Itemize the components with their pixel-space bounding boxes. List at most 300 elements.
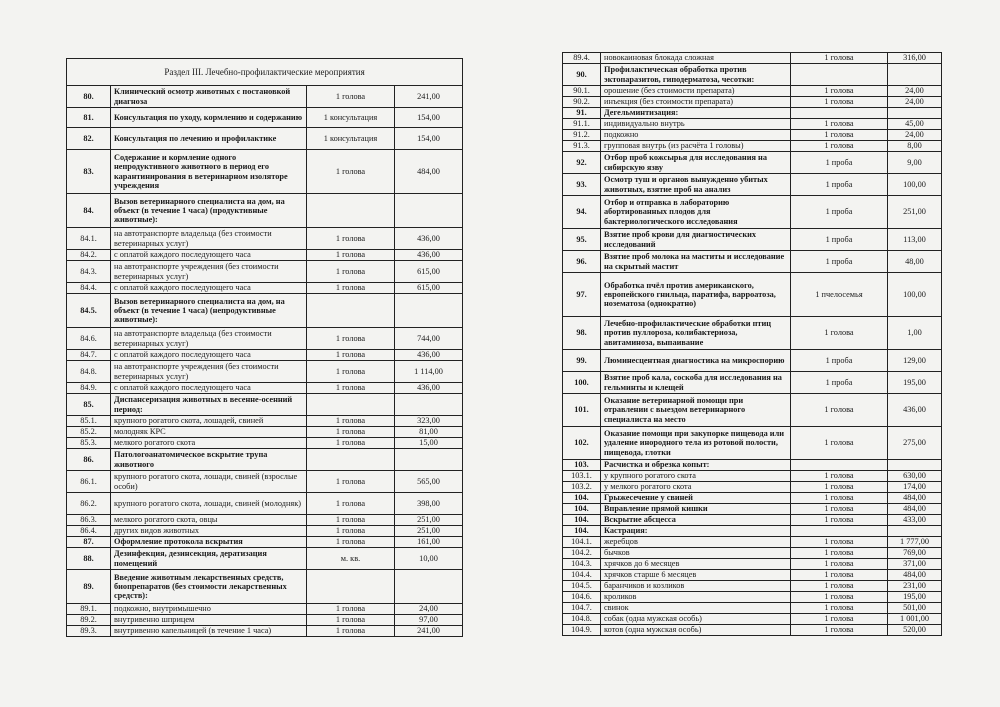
table-row [563, 548, 942, 559]
service-name: подкожно [601, 130, 791, 141]
unit-of-measure: 1 голова [791, 482, 888, 493]
table-row [563, 592, 942, 603]
unit-of-measure: 1 проба [791, 229, 888, 251]
price-value: 1 777,00 [888, 537, 942, 548]
unit-of-measure [307, 294, 395, 328]
table-row [67, 250, 463, 261]
price-value: 154,00 [395, 128, 463, 150]
row-number: 104.4. [563, 570, 601, 581]
table-row [563, 130, 942, 141]
table-row [67, 526, 463, 537]
price-value: 24,00 [888, 97, 942, 108]
unit-of-measure: 1 проба [791, 251, 888, 273]
row-number: 104. [563, 526, 601, 537]
unit-of-measure: 1 консультация [307, 128, 395, 150]
row-number: 89.2. [67, 615, 111, 626]
price-value: 630,00 [888, 471, 942, 482]
table-row [67, 438, 463, 449]
service-name: котов (одна мужская особь) [601, 625, 791, 636]
row-number: 89.3. [67, 626, 111, 637]
table-row [67, 427, 463, 438]
service-name: хрячков до 6 месяцев [601, 559, 791, 570]
service-name: Взятие проб кала, соскоба для исследования на гельминты и клещей [601, 372, 791, 394]
service-name: кроликов [601, 592, 791, 603]
service-name: Содержание и кормление одного непродуктивного животного в период его карантинирования в ветеринарном изоляторе учреждения [111, 150, 307, 194]
row-number: 97. [563, 273, 601, 317]
table-row [563, 570, 942, 581]
table-row [67, 350, 463, 361]
price-value: 113,00 [888, 229, 942, 251]
unit-of-measure: 1 голова [791, 603, 888, 614]
price-value: 129,00 [888, 350, 942, 372]
table-row [67, 570, 463, 604]
service-name: Оказание помощи при закупорке пищевода или удаление инородного тела из ротовой полости, пищевода, глотки [601, 427, 791, 460]
row-number: 104.8. [563, 614, 601, 625]
row-number: 104. [563, 504, 601, 515]
unit-of-measure: 1 голова [791, 141, 888, 152]
row-number: 84.2. [67, 250, 111, 261]
price-value: 520,00 [888, 625, 942, 636]
unit-of-measure: 1 голова [307, 615, 395, 626]
row-number: 85.1. [67, 416, 111, 427]
unit-of-measure [307, 449, 395, 471]
unit-of-measure: 1 голова [791, 537, 888, 548]
table-row [563, 427, 942, 460]
unit-of-measure: 1 голова [307, 427, 395, 438]
service-name: других видов животных [111, 526, 307, 537]
unit-of-measure [307, 570, 395, 604]
row-number: 86.3. [67, 515, 111, 526]
unit-of-measure: 1 голова [791, 515, 888, 526]
service-name: Кастрация: [601, 526, 791, 537]
price-value: 154,00 [395, 108, 463, 128]
unit-of-measure: 1 голова [307, 626, 395, 637]
table-row [67, 108, 463, 128]
unit-of-measure: 1 голова [307, 438, 395, 449]
service-name: Взятие проб крови для диагностических исследований [601, 229, 791, 251]
service-name: Дегельминтизация: [601, 108, 791, 119]
table-row [563, 504, 942, 515]
service-name: на автотранспорте учреждения (без стоимости ветеринарных услуг) [111, 261, 307, 283]
price-value: 24,00 [888, 130, 942, 141]
price-value: 251,00 [888, 196, 942, 229]
service-name: Обработка пчёл против американского, европейского гнильца, паратифа, варроатоза, нозематоза (однократно) [601, 273, 791, 317]
table-row [67, 615, 463, 626]
table-row [67, 150, 463, 194]
row-number: 96. [563, 251, 601, 273]
unit-of-measure [307, 394, 395, 416]
price-value: 24,00 [395, 604, 463, 615]
unit-of-measure: 1 голова [307, 471, 395, 493]
price-value: 433,00 [888, 515, 942, 526]
price-value: 161,00 [395, 537, 463, 548]
price-value: 565,00 [395, 471, 463, 493]
row-number: 104.2. [563, 548, 601, 559]
service-name: крупного рогатого скота, лошади, свиней (взрослые особи) [111, 471, 307, 493]
service-name: Введение животным лекарственных средств, биопрепаратов (без стоимости лекарственных средств): [111, 570, 307, 604]
unit-of-measure: 1 голова [791, 614, 888, 625]
unit-of-measure: 1 голова [791, 130, 888, 141]
price-value: 195,00 [888, 372, 942, 394]
row-number: 81. [67, 108, 111, 128]
row-number: 91.2. [563, 130, 601, 141]
unit-of-measure: 1 голова [307, 537, 395, 548]
table-row [67, 228, 463, 250]
unit-of-measure: 1 голова [791, 119, 888, 130]
table-row [563, 97, 942, 108]
price-value: 97,00 [395, 615, 463, 626]
price-value [888, 526, 942, 537]
row-number: 86. [67, 449, 111, 471]
table-row [563, 537, 942, 548]
price-value: 744,00 [395, 328, 463, 350]
table-row [563, 493, 942, 504]
service-name: Вызов ветеринарного специалиста на дом, на объект (в течение 1 часа) (непродуктивные животные): [111, 294, 307, 328]
row-number: 84.1. [67, 228, 111, 250]
row-number: 93. [563, 174, 601, 196]
service-name: Профилактическая обработка против эктопаразитов, гиподерматоза, чесотки: [601, 64, 791, 86]
table-row [563, 625, 942, 636]
row-number: 104.1. [563, 537, 601, 548]
table-row [563, 251, 942, 273]
service-name: Вскрытие абсцесса [601, 515, 791, 526]
price-value: 1,00 [888, 317, 942, 350]
service-name: на автотранспорте владельца (без стоимости ветеринарных услуг) [111, 228, 307, 250]
service-name: молодняк КРС [111, 427, 307, 438]
price-value [888, 460, 942, 471]
table-row [67, 283, 463, 294]
service-name: хрячков старше 6 месяцев [601, 570, 791, 581]
row-number: 90.2. [563, 97, 601, 108]
unit-of-measure: 1 голова [791, 493, 888, 504]
table-row [563, 152, 942, 174]
row-number: 85.2. [67, 427, 111, 438]
table-row [67, 328, 463, 350]
price-value: 9,00 [888, 152, 942, 174]
unit-of-measure: 1 проба [791, 196, 888, 229]
table-row [67, 604, 463, 615]
price-value: 251,00 [395, 515, 463, 526]
row-number: 87. [67, 537, 111, 548]
table-row [563, 559, 942, 570]
row-number: 104. [563, 515, 601, 526]
row-number: 84.4. [67, 283, 111, 294]
unit-of-measure: 1 голова [791, 570, 888, 581]
price-value [395, 394, 463, 416]
price-value: 195,00 [888, 592, 942, 603]
unit-of-measure: 1 голова [307, 228, 395, 250]
service-name: Вправление прямой кишки [601, 504, 791, 515]
table-row [563, 273, 942, 317]
row-number: 90. [563, 64, 601, 86]
table-row [563, 229, 942, 251]
service-name: Лечебно-профилактические обработки птиц против пуллороза, колибактериоза, авитаминоза, выпаивание [601, 317, 791, 350]
row-number: 101. [563, 394, 601, 427]
price-value: 275,00 [888, 427, 942, 460]
unit-of-measure: 1 голова [791, 548, 888, 559]
price-table-right [562, 52, 942, 636]
unit-of-measure: 1 голова [307, 250, 395, 261]
service-name: свинок [601, 603, 791, 614]
price-value: 100,00 [888, 174, 942, 196]
table-row [67, 383, 463, 394]
service-name: Консультация по лечению и профилактике [111, 128, 307, 150]
service-name: Осмотр туш и органов вынужденно убитых животных, взятие проб на анализ [601, 174, 791, 196]
table-row [563, 350, 942, 372]
row-number: 84.5. [67, 294, 111, 328]
unit-of-measure: 1 голова [307, 515, 395, 526]
row-number: 84.9. [67, 383, 111, 394]
service-name: Расчистка и обрезка копыт: [601, 460, 791, 471]
price-value: 174,00 [888, 482, 942, 493]
unit-of-measure [791, 108, 888, 119]
row-number: 86.4. [67, 526, 111, 537]
service-name: инъекция (без стоимости препарата) [601, 97, 791, 108]
service-name: Оформление протокола вскрытия [111, 537, 307, 548]
unit-of-measure: 1 голова [307, 493, 395, 515]
unit-of-measure: 1 голова [307, 150, 395, 194]
price-value: 484,00 [888, 570, 942, 581]
row-number: 82. [67, 128, 111, 150]
price-value: 501,00 [888, 603, 942, 614]
table-row [563, 372, 942, 394]
table-row [67, 626, 463, 637]
unit-of-measure: 1 голова [307, 261, 395, 283]
row-number: 98. [563, 317, 601, 350]
service-name: на автотранспорте учреждения (без стоимости ветеринарных услуг) [111, 361, 307, 383]
table-row [563, 614, 942, 625]
row-number: 89.1. [67, 604, 111, 615]
table-row [563, 471, 942, 482]
service-name: у мелкого рогатого скота [601, 482, 791, 493]
table-row [67, 449, 463, 471]
service-name: мелкого рогатого скота [111, 438, 307, 449]
unit-of-measure: 1 голова [307, 416, 395, 427]
service-name: с оплатой каждого последующего часа [111, 383, 307, 394]
table-row [563, 108, 942, 119]
price-value: 436,00 [395, 383, 463, 394]
unit-of-measure: 1 голова [791, 471, 888, 482]
unit-of-measure: 1 голова [307, 604, 395, 615]
table-row [563, 581, 942, 592]
unit-of-measure: 1 голова [791, 394, 888, 427]
price-value: 484,00 [888, 504, 942, 515]
row-number: 84.3. [67, 261, 111, 283]
table-row [563, 141, 942, 152]
price-value: 436,00 [395, 250, 463, 261]
service-name: бычков [601, 548, 791, 559]
row-number: 84.7. [67, 350, 111, 361]
price-value: 45,00 [888, 119, 942, 130]
row-number: 104.7. [563, 603, 601, 614]
price-value: 1 001,00 [888, 614, 942, 625]
service-name: орошение (без стоимости препарата) [601, 86, 791, 97]
service-name: баранчиков и козликов [601, 581, 791, 592]
row-number: 92. [563, 152, 601, 174]
row-number: 89.4. [563, 53, 601, 64]
table-row [563, 460, 942, 471]
unit-of-measure: 1 голова [791, 581, 888, 592]
row-number: 104.3. [563, 559, 601, 570]
price-table-left [66, 58, 463, 637]
table-row [563, 53, 942, 64]
table-row [67, 86, 463, 108]
service-name: индивидуально внутрь [601, 119, 791, 130]
service-name: мелкого рогатого скота, овцы [111, 515, 307, 526]
price-value: 231,00 [888, 581, 942, 592]
price-value [888, 64, 942, 86]
row-number: 84.6. [67, 328, 111, 350]
row-number: 84. [67, 194, 111, 228]
section-title-row [67, 59, 463, 86]
unit-of-measure: 1 голова [791, 53, 888, 64]
price-value: 10,00 [395, 548, 463, 570]
service-name: Отбор проб кожсырья для исследования на сибирскую язву [601, 152, 791, 174]
price-value [888, 108, 942, 119]
unit-of-measure: 1 голова [791, 559, 888, 570]
row-number: 104.5. [563, 581, 601, 592]
unit-of-measure: 1 проба [791, 152, 888, 174]
unit-of-measure: м. кв. [307, 548, 395, 570]
table-row [563, 394, 942, 427]
price-value: 371,00 [888, 559, 942, 570]
table-row [67, 128, 463, 150]
table-row [563, 515, 942, 526]
row-number: 104.9. [563, 625, 601, 636]
service-name: собак (одна мужская особь) [601, 614, 791, 625]
row-number: 95. [563, 229, 601, 251]
row-number: 84.8. [67, 361, 111, 383]
service-name: с оплатой каждого последующего часа [111, 250, 307, 261]
service-name: Дезинфекция, дезинсекция, дератизация помещений [111, 548, 307, 570]
table-row [563, 86, 942, 97]
row-number: 80. [67, 86, 111, 108]
table-row [563, 482, 942, 493]
service-name: Клинический осмотр животных с постановкой диагноза [111, 86, 307, 108]
service-name: Диспансеризация животных в весенне-осенний период: [111, 394, 307, 416]
unit-of-measure [791, 64, 888, 86]
left-page [66, 58, 462, 637]
price-value: 8,00 [888, 141, 942, 152]
unit-of-measure: 1 голова [307, 526, 395, 537]
price-value: 24,00 [888, 86, 942, 97]
price-value: 241,00 [395, 86, 463, 108]
row-number: 104.6. [563, 592, 601, 603]
price-value [395, 449, 463, 471]
row-number: 103.2. [563, 482, 601, 493]
price-value: 398,00 [395, 493, 463, 515]
row-number: 86.1. [67, 471, 111, 493]
service-name: Взятие проб молока на маститы и исследование на скрытый мастит [601, 251, 791, 273]
unit-of-measure: 1 голова [791, 427, 888, 460]
row-number: 94. [563, 196, 601, 229]
unit-of-measure: 1 проба [791, 350, 888, 372]
price-value [395, 570, 463, 604]
price-value: 484,00 [888, 493, 942, 504]
row-number: 103.1. [563, 471, 601, 482]
service-name: внутривенно шприцем [111, 615, 307, 626]
price-value [395, 294, 463, 328]
price-value: 436,00 [888, 394, 942, 427]
table-row [67, 194, 463, 228]
service-name: на автотранспорте владельца (без стоимости ветеринарных услуг) [111, 328, 307, 350]
table-row [563, 119, 942, 130]
unit-of-measure [791, 526, 888, 537]
table-row [67, 471, 463, 493]
unit-of-measure: 1 голова [791, 504, 888, 515]
table-row [67, 515, 463, 526]
row-number: 85. [67, 394, 111, 416]
price-value: 436,00 [395, 228, 463, 250]
unit-of-measure: 1 голова [307, 283, 395, 294]
table-row [67, 416, 463, 427]
row-number: 102. [563, 427, 601, 460]
table-row [563, 603, 942, 614]
unit-of-measure: 1 голова [791, 86, 888, 97]
service-name: Оказание ветеринарной помощи при отравлении с выездом ветеринарного специалиста на место [601, 394, 791, 427]
unit-of-measure: 1 консультация [307, 108, 395, 128]
price-value: 251,00 [395, 526, 463, 537]
unit-of-measure: 1 голова [307, 86, 395, 108]
row-number: 89. [67, 570, 111, 604]
unit-of-measure: 1 проба [791, 174, 888, 196]
price-value: 241,00 [395, 626, 463, 637]
table-row [563, 174, 942, 196]
service-name: Отбор и отправка в лабораторию абортированных плодов для бактериологического исследования [601, 196, 791, 229]
service-name: у крупного рогатого скота [601, 471, 791, 482]
service-name: новокаиновая блокада сложная [601, 53, 791, 64]
table-row [67, 537, 463, 548]
table-row [563, 526, 942, 537]
table-row [563, 196, 942, 229]
row-number: 83. [67, 150, 111, 194]
row-number: 99. [563, 350, 601, 372]
price-value: 615,00 [395, 261, 463, 283]
table-row [67, 548, 463, 570]
right-page [562, 52, 941, 636]
service-name: крупного рогатого скота, лошади, свиней (молодняк) [111, 493, 307, 515]
price-value [395, 194, 463, 228]
table-row [67, 294, 463, 328]
price-value: 323,00 [395, 416, 463, 427]
service-name: жеребцов [601, 537, 791, 548]
service-name: с оплатой каждого последующего часа [111, 350, 307, 361]
row-number: 91.3. [563, 141, 601, 152]
unit-of-measure: 1 проба [791, 372, 888, 394]
service-name: групповая внутрь (из расчёта 1 головы) [601, 141, 791, 152]
price-value: 15,00 [395, 438, 463, 449]
unit-of-measure: 1 голова [791, 625, 888, 636]
price-value: 436,00 [395, 350, 463, 361]
unit-of-measure: 1 голова [307, 383, 395, 394]
table-row [67, 261, 463, 283]
unit-of-measure: 1 пчелосемья [791, 273, 888, 317]
row-number: 90.1. [563, 86, 601, 97]
service-name: Люминесцентная диагностика на микроспорию [601, 350, 791, 372]
unit-of-measure: 1 голова [307, 350, 395, 361]
price-value: 769,00 [888, 548, 942, 559]
unit-of-measure: 1 голова [791, 317, 888, 350]
table-row [563, 64, 942, 86]
unit-of-measure: 1 голова [307, 328, 395, 350]
row-number: 100. [563, 372, 601, 394]
row-number: 85.3. [67, 438, 111, 449]
row-number: 88. [67, 548, 111, 570]
unit-of-measure: 1 голова [791, 97, 888, 108]
service-name: Грыжесечение у свиней [601, 493, 791, 504]
row-number: 86.2. [67, 493, 111, 515]
row-number: 91.1. [563, 119, 601, 130]
